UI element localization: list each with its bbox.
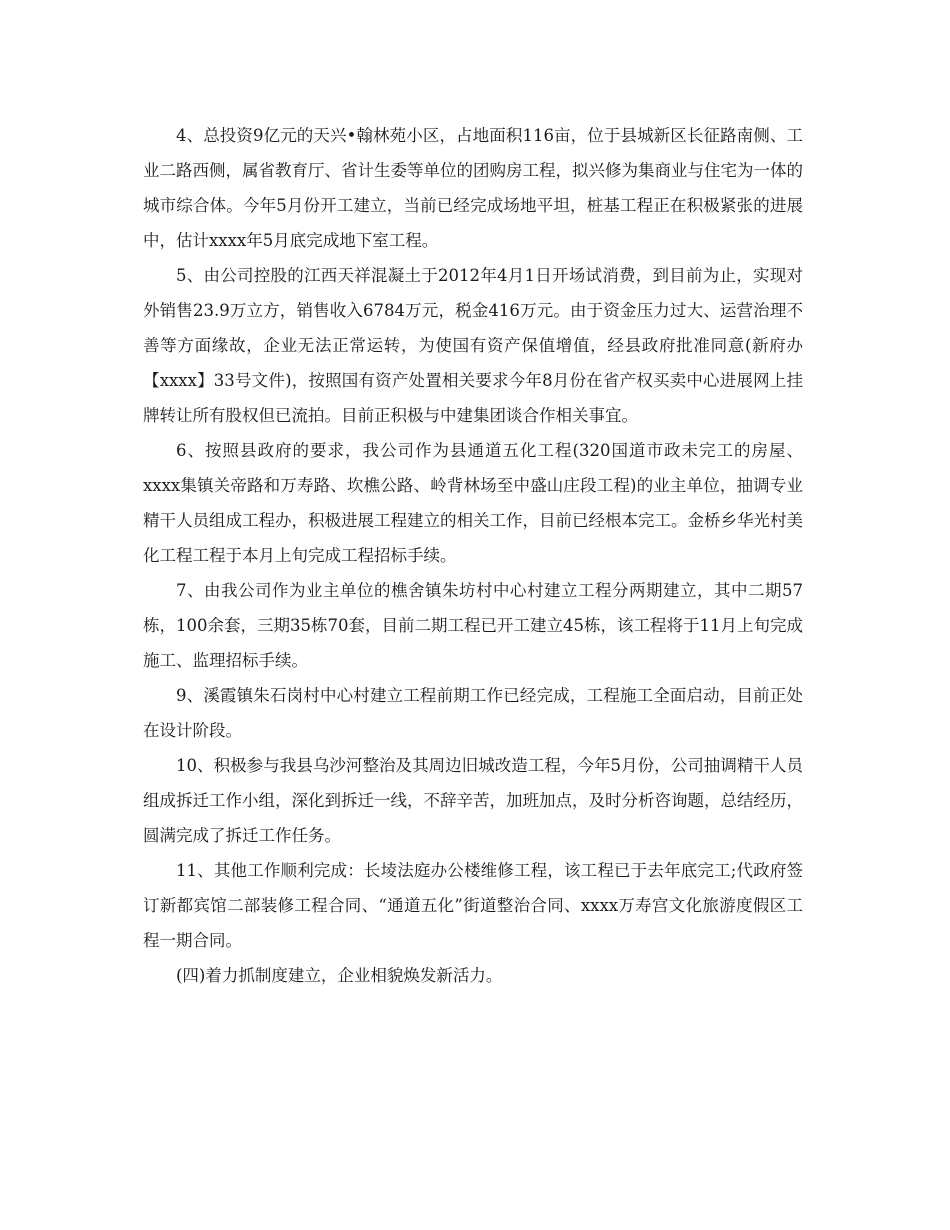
paragraph-item-11: 11、其他工作顺利完成：长堎法庭办公楼维修工程，该工程已于去年底完工;代政府签订新都宾馆二部装修工程合同、“通道五化”街道整治合同、xxxx万寿宫文化旅游度假区工程一期合同。 bbox=[143, 861, 803, 950]
paragraph-item-7: 7、由我公司作为业主单位的樵舍镇朱坊村中心村建立工程分两期建立，其中二期57栋，100余套，三期35栋70套，目前二期工程已开工建立45栋，该工程将于11月上旬完成施工、监理招标手续。 bbox=[143, 581, 803, 670]
paragraph-item-4: 4、总投资9亿元的天兴•翰林苑小区，占地面积116亩，位于县城新区长征路南侧、工业二路西侧，属省教育厅、省计生委等单位的团购房工程，拟兴修为集商业与住宅为一体的城市综合体。今年5月份开工建立，当前已经完成场地平坦，桩基工程正在积极紧张的进展中，估计xxxx年5月底完成地下室工程。 bbox=[143, 126, 803, 250]
paragraph-item-6: 6、按照县政府的要求，我公司作为县通道五化工程(320国道市政未完工的房屋、xxxx集镇关帝路和万寿路、坎樵公路、岭背林场至中盛山庄段工程)的业主单位，抽调专业精干人员组成工程办，积极进展工程建立的相关工作，目前已经根本完工。金桥乡华光村美化工程工程于本月上旬完成工程招标手续。 bbox=[143, 441, 803, 565]
paragraph-item-9: 9、溪霞镇朱石岗村中心村建立工程前期工作已经完成，工程施工全面启动，目前正处在设计阶段。 bbox=[143, 686, 803, 740]
section-heading-4: (四)着力抓制度建立，企业相貌焕发新活力。 bbox=[176, 966, 503, 985]
paragraph-item-10: 10、积极参与我县乌沙河整治及其周边旧城改造工程，今年5月份，公司抽调精干人员组成拆迁工作小组，深化到拆迁一线，不辞辛苦，加班加点，及时分析咨询题，总结经历，圆满完成了拆迁工作任务。 bbox=[143, 756, 803, 845]
paragraph-item-5: 5、由公司控股的江西天祥混凝土于2012年4月1日开场试消费，到目前为止，实现对外销售23.9万立方，销售收入6784万元，税金416万元。由于资金压力过大、运营治理不善等方面缘故，企业无法正常运转，为使国有资产保值增值，经县政府批准同意(新府办【xxxx】33号文件)，按照国有资产处置相关要求今年8月份在省产权买卖中心进展网上挂牌转让所有股权但已流拍。目前正积极与中建集团谈合作相关事宜。 bbox=[143, 266, 803, 425]
document-body bbox=[143, 118, 803, 993]
